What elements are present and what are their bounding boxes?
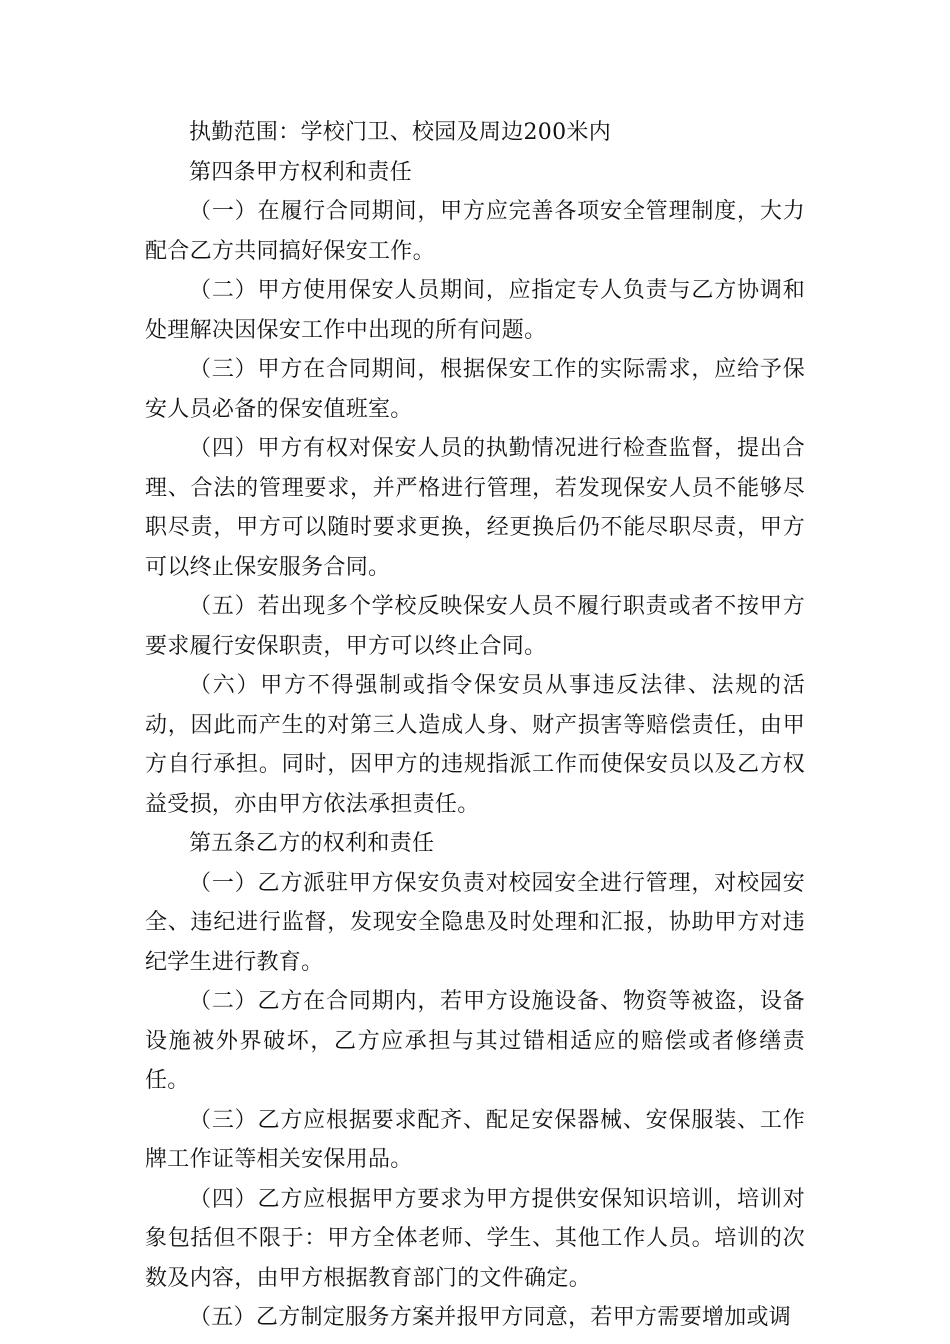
article-4-clause-6: （六）甲方不得强制或指令保安员从事违反法律、法规的活动，因此而产生的对第三人造成人身、财产损害等赔偿责任，由甲方自行承担。同时，因甲方的违规指派工作而使保安员以及乙方权益受损，亦由甲方依法承担责任。 bbox=[145, 673, 805, 817]
article-5-heading: 第五条乙方的权利和责任 bbox=[189, 831, 435, 856]
article-4-heading: 第四条甲方权利和责任 bbox=[189, 159, 413, 185]
article-4-clause-3: （三）甲方在合同期间，根据保安工作的实际需求，应给予保安人员必备的保安值班室。 bbox=[145, 357, 805, 422]
article-4-clause-4: （四）甲方有权对保安人员的执勤情况进行检查监督，提出合理、合法的管理要求，并严格进行管理，若发现保安人员不能够尽职尽责，甲方可以随时要求更换，经更换后仍不能尽职尽责，甲方可以终止保安服务合同。 bbox=[145, 436, 805, 580]
article-5-clause-4: （四）乙方应根据甲方要求为甲方提供安保知识培训，培训对象包括但不限于：甲方全体老师、学生、其他工作人员。培训的次数及内容，由甲方根据教育部门的文件确定。 bbox=[145, 1186, 805, 1291]
article-4-clause-1: （一）在履行合同期间，甲方应完善各项安全管理制度，大力配合乙方共同搞好保安工作。 bbox=[145, 199, 805, 264]
article-4-clause-5: （五）若出现多个学校反映保安人员不履行职责或者不按甲方要求履行安保职责，甲方可以终止合同。 bbox=[145, 594, 805, 659]
article-5-clause-2: （二）乙方在合同期内，若甲方设施设备、物资等被盗，设备设施被外界破坏，乙方应承担与其过错相适应的赔偿或者修缮责任。 bbox=[145, 989, 805, 1093]
article-5-clause-1: （一）乙方派驻甲方保安负责对校园安全进行管理，对校园安全、违纪进行监督，发现安全隐患及时处理和汇报，协助甲方对违纪学生进行教育。 bbox=[145, 870, 805, 975]
article-5-clause-5: （五）乙方制定服务方案并报甲方同意，若甲方需要增加或调 bbox=[189, 1305, 792, 1330]
article-4-clause-2: （二）甲方使用保安人员期间，应指定专人负责与乙方协调和处理解决因保安工作中出现的所有问题。 bbox=[145, 278, 805, 343]
duty-scope-line: 执勤范围：学校门卫、校园及周边200米内 bbox=[189, 120, 611, 145]
article-5-clause-3: （三）乙方应根据要求配齐、配足安保器械、安保服装、工作牌工作证等相关安保用品。 bbox=[145, 1107, 805, 1172]
document-body bbox=[145, 113, 805, 1338]
